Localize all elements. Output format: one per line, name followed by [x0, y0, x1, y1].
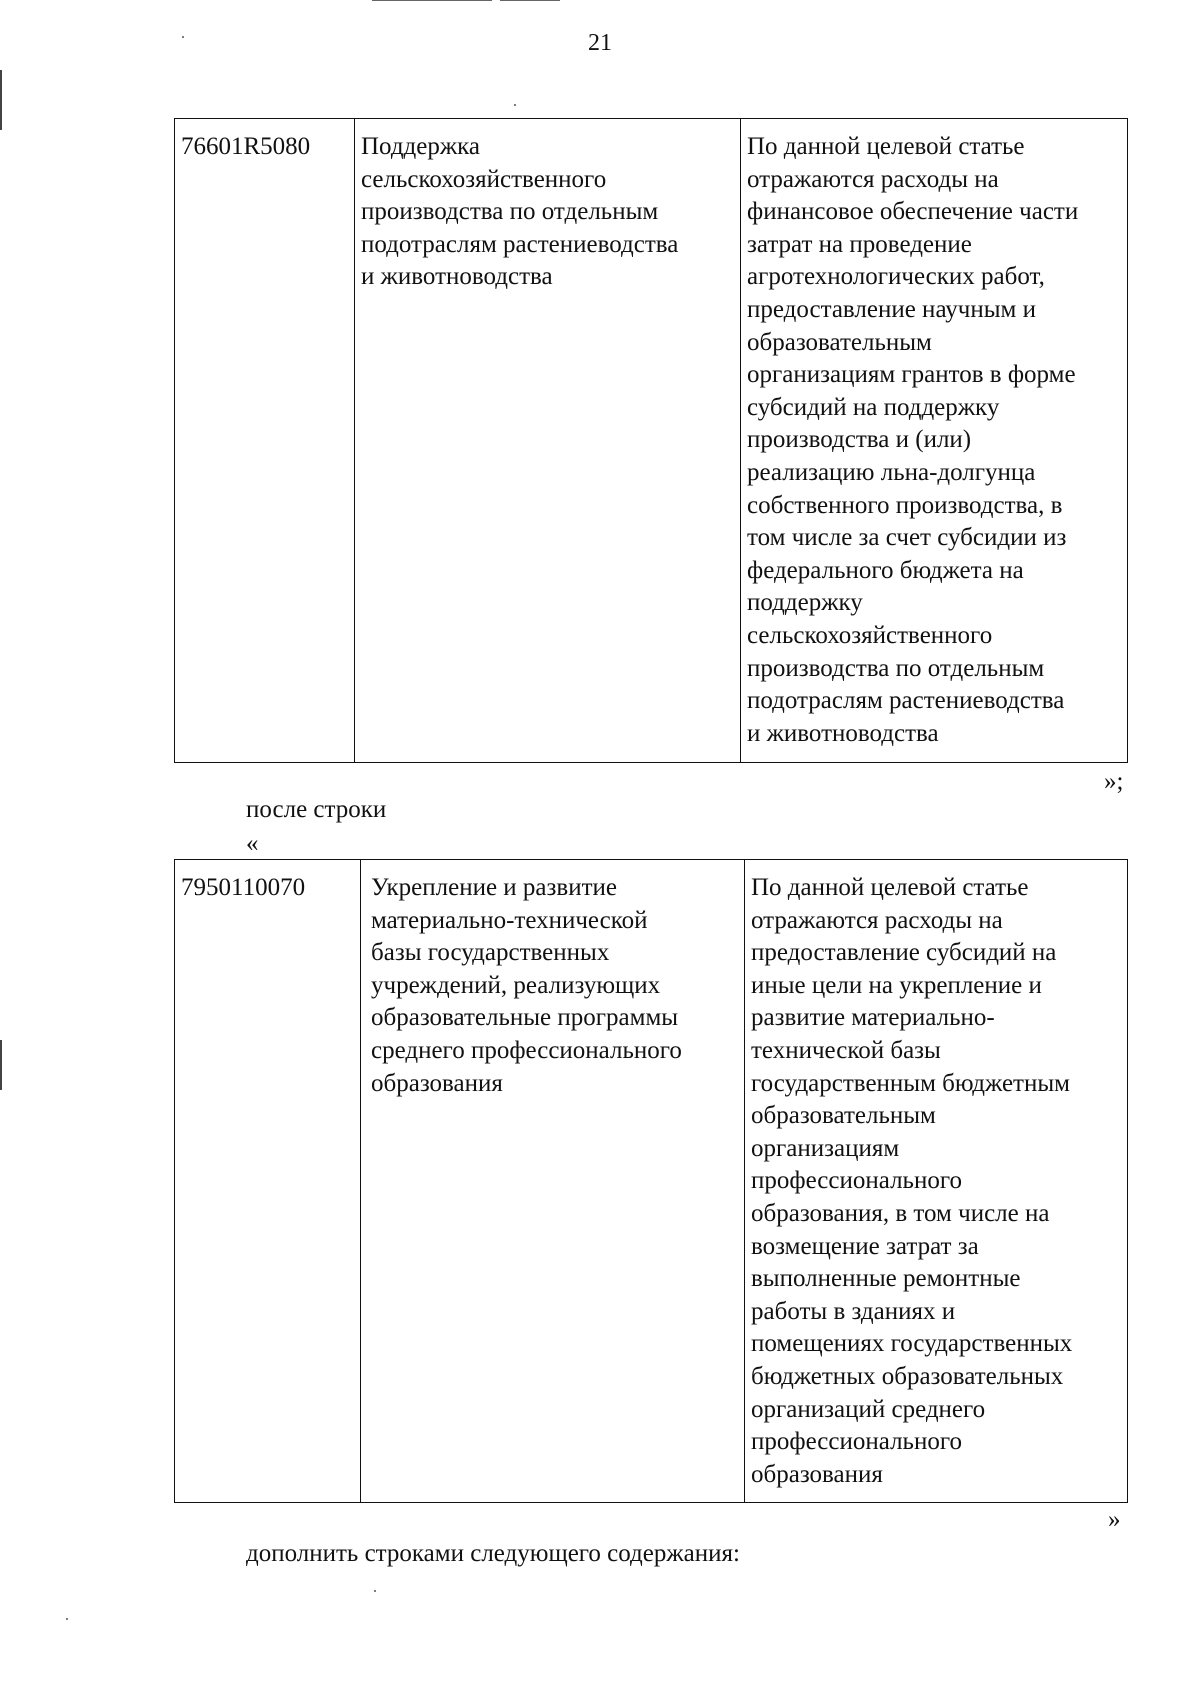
closing-quote: »;: [1104, 768, 1124, 795]
closing-quote: »: [1108, 1506, 1121, 1533]
scan-speck: [374, 1590, 376, 1592]
after-row-label: после строки: [246, 796, 387, 823]
article-name-cell: Поддержка сельскохозяйственного производства по отдельным подотраслям растениеводства и животноводства: [355, 119, 741, 763]
target-article-table-1: [174, 118, 1128, 763]
scan-artifact-edge: [0, 1040, 2, 1090]
scan-artifact-edge: [0, 70, 2, 130]
table-row: [175, 119, 1128, 763]
page-number: 21: [588, 30, 612, 56]
scan-artifact-top: [372, 0, 492, 1]
article-name-cell: Укрепление и развитие материально-технической базы государственных учреждений, реализующих образовательные программы среднего профессионального образования: [361, 860, 745, 1503]
article-code-cell: 76601R5080: [175, 119, 355, 763]
table-row: [175, 860, 1128, 1503]
opening-quote: «: [246, 830, 259, 857]
target-article-table-2: [174, 859, 1128, 1503]
supplement-text: дополнить строками следующего содержания:: [246, 1540, 740, 1567]
scan-speck: [514, 104, 516, 106]
article-description-cell: По данной целевой статье отражаются расходы на финансовое обеспечение части затрат на проведение агротехнологических работ, предоставление научным и образовательным организациям грантов в форме субсидий на поддержку производства и (или) реализацию льна-долгунца собственного производства, в том числе за счет субсидии из федерального бюджета на поддержку сельскохозяйственного производства по отдельным подотраслям растениеводства и животноводства: [741, 119, 1128, 763]
article-code-cell: 7950110070: [175, 860, 361, 1503]
article-description-cell: По данной целевой статье отражаются расходы на предоставление субсидий на иные цели на укрепление и развитие материально- технической базы государственным бюджетным образовательным организациям профессионального образования, в том числе на возмещение затрат за выполненные ремонтные работы в зданиях и помещениях государственных бюджетных образовательных организаций среднего профессионального образования: [745, 860, 1128, 1503]
scan-speck: [66, 1618, 68, 1620]
scan-artifact-top: [500, 0, 560, 1]
